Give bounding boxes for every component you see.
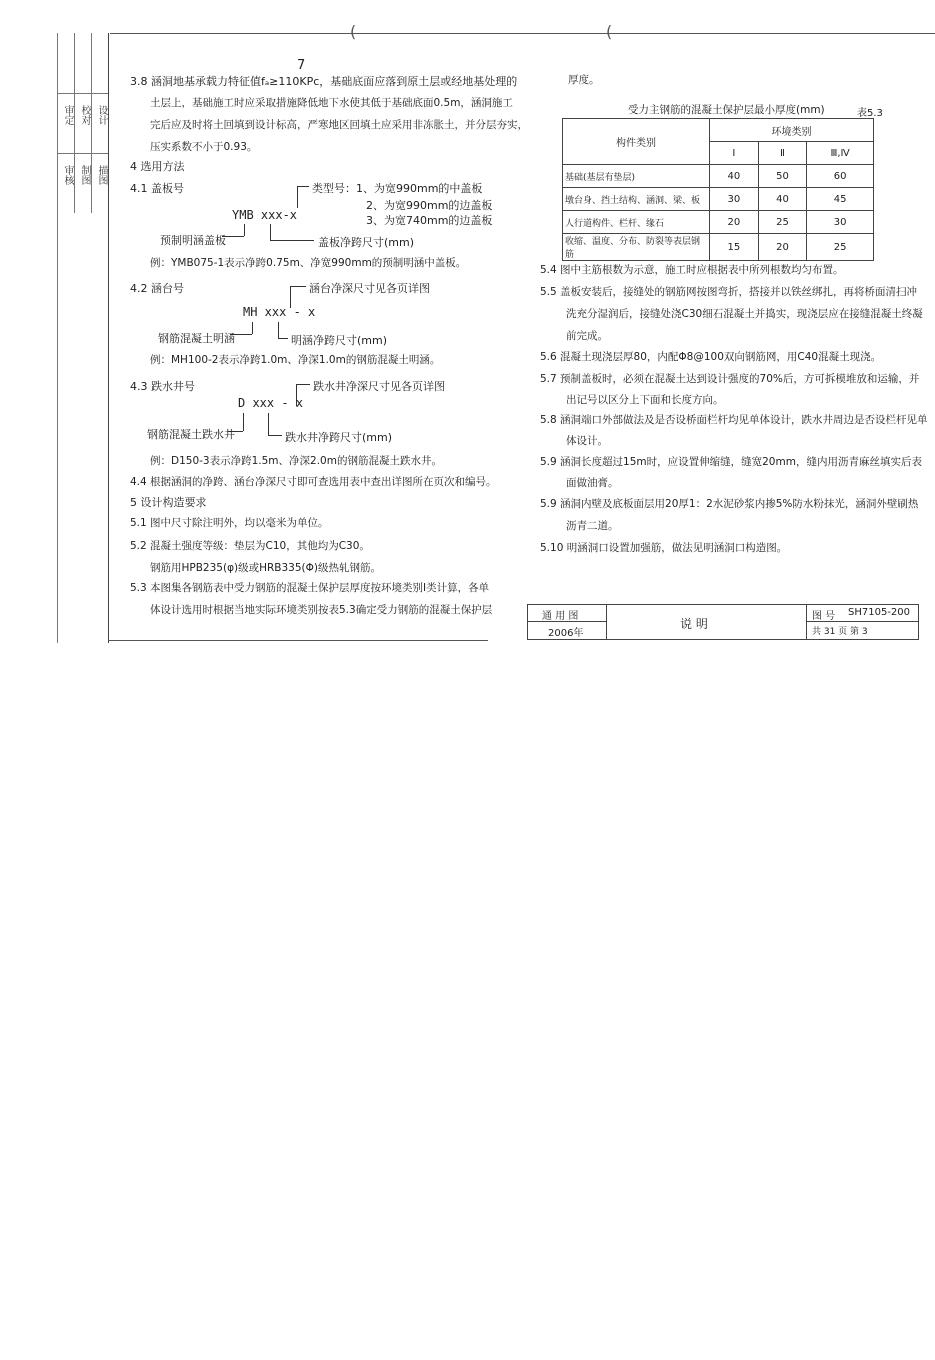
para-5-5-line: 洗充分湿润后，接缝处浇C30细石混凝土并捣实，现浇层应在接缝混凝土终凝 xyxy=(566,308,923,320)
para-3-8-line: 完后应及时将土回填到设计标高，严寒地区回填土应采用非冻胀土，并分层夯实， xyxy=(150,119,528,131)
example-2: 例：MH100-2表示净跨1.0m、净深1.0m的钢筋混凝土明涵。 xyxy=(150,354,441,366)
example-3: 例：D150-3表示净跨1.5m、净深2.0m的钢筋混凝土跌水井。 xyxy=(150,455,442,467)
table-number: 表5.3 xyxy=(857,108,883,119)
title-block-drawing-label: 图 号 xyxy=(812,611,836,622)
para-5-3-line: 体设计选用时根据当地实际环境类别按表5.3确定受力钢筋的混凝土保护层 xyxy=(150,604,493,616)
table-header-member: 构件类别 xyxy=(563,119,710,165)
leader-line xyxy=(278,338,288,339)
label-slab-span: 盖板净跨尺寸(mm) xyxy=(318,236,415,249)
leader-line xyxy=(270,240,314,241)
table-header-col: Ⅰ xyxy=(710,142,759,165)
leader-line xyxy=(270,224,271,240)
table-row xyxy=(563,211,874,234)
signature-cell: 设计 xyxy=(96,105,107,125)
table-header-col: Ⅲ,Ⅳ xyxy=(807,142,874,165)
title-block-drawing-no: SH7105-200 xyxy=(848,607,911,618)
leader-line xyxy=(290,286,306,287)
title-block-label: 通 用 图 xyxy=(542,611,579,622)
label-drop-well-depth: 跌水井净深尺寸见各页详图 xyxy=(313,380,445,393)
frame-top-line xyxy=(110,33,935,34)
table-cell: 20 xyxy=(758,234,807,261)
title-block-page-info: 共 31 页 第 3 xyxy=(812,627,868,637)
binding-hole-mark: ( xyxy=(606,22,613,41)
leader-line xyxy=(268,435,282,436)
label-culvert-span: 明涵净跨尺寸(mm) xyxy=(291,334,388,347)
table-row xyxy=(563,165,874,188)
table-cell: 收缩、温度、分布、防裂等表层钢筋 xyxy=(563,234,710,261)
para-5-4: 5.4 图中主筋根数为示意，施工时应根据表中所列根数均匀布置。 xyxy=(540,264,844,276)
cover-thickness-table xyxy=(562,118,874,261)
binding-hole-mark: ( xyxy=(350,22,357,41)
leader-line xyxy=(296,384,310,385)
table-row xyxy=(563,188,874,211)
para-5-6: 5.6 混凝土现浇层厚80，内配Φ8@100双向钢筋网，用C40混凝土现浇。 xyxy=(540,351,882,363)
leader-line xyxy=(244,224,245,236)
code-mh: MH xxx - x xyxy=(243,305,316,319)
label-rc-culvert: 钢筋混凝土明涵 xyxy=(158,332,235,345)
para-5-7-line: 出记号以区分上下面和长度方向。 xyxy=(566,394,724,406)
example-1: 例：YMB075-1表示净跨0.75m、净宽990mm的预制明涵中盖板。 xyxy=(150,257,467,269)
signature-cell: 校对 xyxy=(79,105,90,125)
type-note-1: 类型号：1、为宽990mm的中盖板 xyxy=(312,182,483,195)
signature-cell: 制图 xyxy=(79,165,90,185)
code-ymb: YMB xxx-x xyxy=(232,208,298,222)
table-cell: 60 xyxy=(807,165,874,188)
para-5-3: 5.3 本图集各钢筋表中受力钢筋的混凝土保护层厚度按环境类别Ⅰ类计算，各单 xyxy=(130,582,490,594)
signature-cell: 审核 xyxy=(62,165,73,185)
para-5-9b-line: 沥青二道。 xyxy=(566,520,619,532)
leader-line xyxy=(278,322,279,338)
para-5-7: 5.7 预制盖板时，必须在混凝土达到设计强度的70%后，方可拆模堆放和运输，并 xyxy=(540,373,920,385)
label-abutment-depth: 涵台净深尺寸见各页详图 xyxy=(309,282,430,295)
table-cell: 25 xyxy=(758,211,807,234)
table-cell: 人行道构件、栏杆、缘石 xyxy=(563,211,710,234)
signature-cell: 描图 xyxy=(96,165,107,185)
para-5-9-line: 面做油膏。 xyxy=(566,477,619,489)
para-5-1: 5.1 图中尺寸除注明外，均以毫米为单位。 xyxy=(130,517,329,529)
leader-line xyxy=(243,413,244,431)
drawing-sheet xyxy=(0,0,935,660)
table-cell: 墩台身、挡土结构、涵洞、梁、板 xyxy=(563,188,710,211)
type-note-2: 2、为宽990mm的边盖板 xyxy=(366,199,493,212)
para-3-8: 3.8 涵洞地基承载力特征值fₐ≥110KPc，基础底面应落到原土层或经地基处理的 xyxy=(130,75,518,88)
heading-4: 4 选用方法 xyxy=(130,160,185,173)
para-5-3-cont: 厚度。 xyxy=(568,74,600,86)
label-precast-slab: 预制明涵盖板 xyxy=(160,234,226,247)
heading-4-2: 4.2 涵台号 xyxy=(130,282,184,295)
heading-4-3: 4.3 跌水井号 xyxy=(130,380,195,393)
para-5-5-line: 前完成。 xyxy=(566,330,608,342)
table-cell: 40 xyxy=(710,165,759,188)
leader-line xyxy=(252,322,253,334)
para-3-8-line: 土层上，基础施工时应采取措施降低地下水使其低于基础底面0.5m，涵洞施工 xyxy=(150,97,513,109)
table-cell: 25 xyxy=(807,234,874,261)
signature-strip xyxy=(58,33,108,213)
heading-5: 5 设计构造要求 xyxy=(130,496,207,509)
para-4-4: 4.4 根据涵洞的净跨、涵台净深尺寸即可查选用表中查出详图所在页次和编号。 xyxy=(130,476,497,488)
title-block xyxy=(527,604,919,640)
table-cell: 30 xyxy=(710,188,759,211)
table-cell: 20 xyxy=(710,211,759,234)
signature-cell: 审定 xyxy=(62,105,73,125)
para-5-2-line: 钢筋用HPB235(φ)级或HRB335(Φ)级热轧钢筋。 xyxy=(150,562,381,574)
table-cell: 15 xyxy=(710,234,759,261)
code-d: D xxx - x xyxy=(238,396,304,410)
para-5-2: 5.2 混凝土强度等级：垫层为C10，其他均为C30。 xyxy=(130,540,370,552)
table-cell: 基础(基层有垫层) xyxy=(563,165,710,188)
leader-line xyxy=(268,413,269,435)
table-header-env: 环境类别 xyxy=(710,119,874,142)
heading-4-1: 4.1 盖板号 xyxy=(130,182,184,195)
leader-line xyxy=(297,186,298,208)
para-5-8-line: 体设计。 xyxy=(566,435,608,447)
table-cell: 30 xyxy=(807,211,874,234)
para-5-10: 5.10 明涵洞口设置加强筋，做法见明涵洞口构造图。 xyxy=(540,542,788,554)
label-rc-drop-well: 钢筋混凝土跌水井 xyxy=(147,428,235,441)
para-3-8-line: 压实系数不小于0.93。 xyxy=(150,141,258,153)
table-cell: 50 xyxy=(758,165,807,188)
table-cell: 40 xyxy=(758,188,807,211)
type-note-3: 3、为宽740mm的边盖板 xyxy=(366,214,493,227)
table-row xyxy=(563,234,874,261)
page-number: 7 xyxy=(297,58,306,73)
para-5-9: 5.9 涵洞长度超过15m时，应设置伸缩缝，缝宽20mm，缝内用沥青麻丝填实后表 xyxy=(540,456,922,468)
para-5-8: 5.8 涵洞端口外部做法及是否设桥面栏杆均见单体设计，跌水井周边是否设栏杆见单 xyxy=(540,414,928,426)
label-drop-well-span: 跌水井净跨尺寸(mm) xyxy=(285,431,393,444)
frame-bottom-line xyxy=(108,640,488,641)
table-header-col: Ⅱ xyxy=(758,142,807,165)
table-cell: 45 xyxy=(807,188,874,211)
para-5-5: 5.5 盖板安装后，接缝处的钢筋网按图弯折，搭接并以铁丝绑扎，再将桥面清扫冲 xyxy=(540,286,918,298)
title-block-title: 说 明 xyxy=(680,617,708,631)
title-block-year: 2006年 xyxy=(548,628,584,639)
leader-line xyxy=(297,186,309,187)
para-5-9b: 5.9 涵洞内壁及底板面层用20厚1：2水泥砂浆内掺5%防水粉抹光，涵洞外壁刷热 xyxy=(540,498,919,510)
table-title: 受力主钢筋的混凝土保护层最小厚度(mm) xyxy=(628,104,825,116)
